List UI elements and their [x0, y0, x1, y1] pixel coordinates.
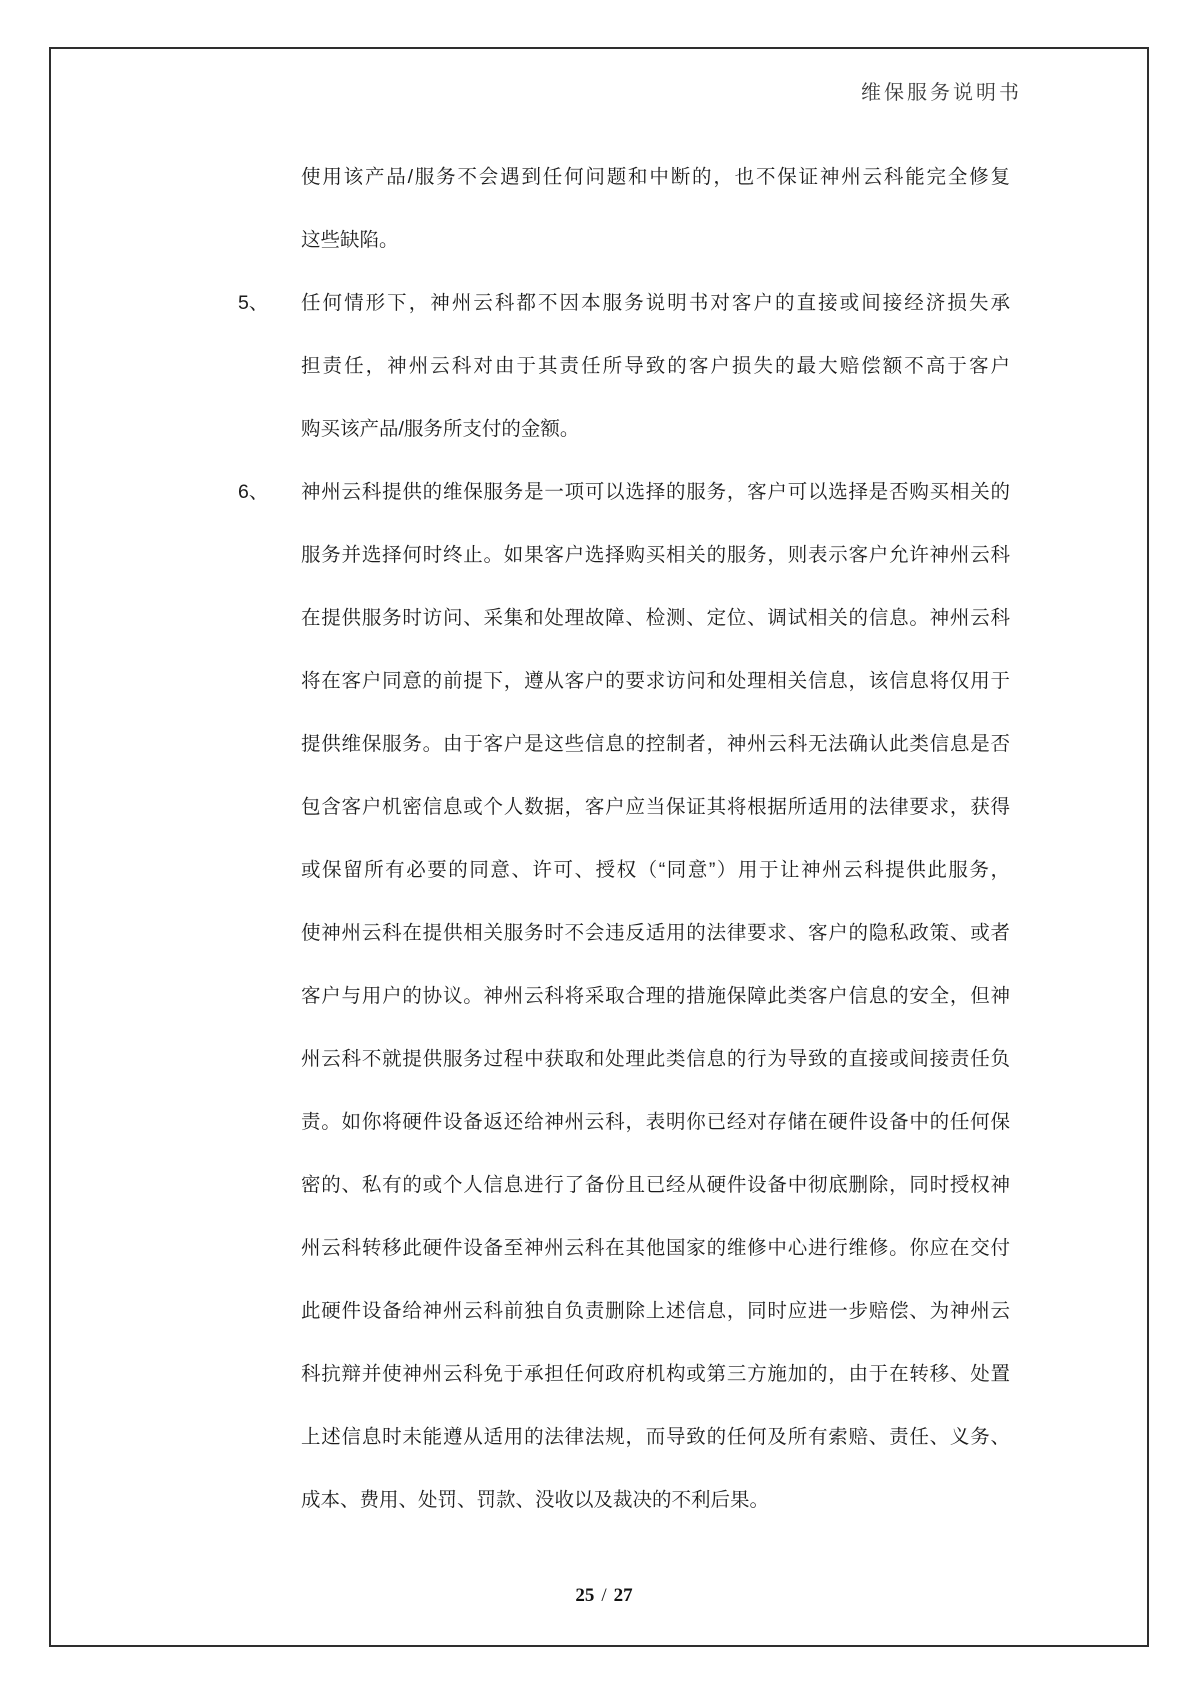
- text-line: 责。如你将硬件设备返还给神州云科，表明你已经对存储在硬件设备中的任何保: [301, 1111, 1010, 1133]
- paragraph: [301, 146, 1010, 272]
- list-item: [238, 146, 1010, 272]
- text-line: 上述信息时未能遵从适用的法律法规，而导致的任何及所有索赔、责任、义务、: [301, 1426, 1010, 1448]
- page-header-title: 维保服务说明书: [861, 82, 1022, 104]
- text-line: 州云科不就提供服务过程中获取和处理此类信息的行为导致的直接或间接责任负: [301, 1048, 1010, 1070]
- text-line: 服务并选择何时终止。如果客户选择购买相关的服务，则表示客户允许神州云科: [301, 544, 1010, 566]
- text-line: 密的、私有的或个人信息进行了备份且已经从硬件设备中彻底删除，同时授权神: [301, 1174, 1010, 1196]
- text-line: 将在客户同意的前提下，遵从客户的要求访问和处理相关信息，该信息将仅用于: [301, 670, 1010, 692]
- text-line: 成本、费用、处罚、罚款、没收以及裁决的不利后果。: [301, 1489, 770, 1511]
- text-line: 任何情形下，神州云科都不因本服务说明书对客户的直接或间接经济损失承: [301, 292, 1010, 314]
- page-footer: [0, 1584, 1200, 1608]
- list-number: 6、: [238, 481, 269, 503]
- text-line: 这些缺陷。: [301, 229, 399, 251]
- list-item: [238, 461, 1010, 1532]
- paragraph: [301, 461, 1010, 1532]
- text-line: 客户与用户的协议。神州云科将采取合理的措施保障此类客户信息的安全，但神: [301, 985, 1010, 1007]
- text-line: 在提供服务时访问、采集和处理故障、检测、定位、调试相关的信息。神州云科: [301, 607, 1010, 629]
- text-line: 科抗辩并使神州云科免于承担任何政府机构或第三方施加的，由于在转移、处置: [301, 1363, 1010, 1385]
- page-number-separator: /: [601, 1585, 607, 1606]
- text-line: 包含客户机密信息或个人数据，客户应当保证其将根据所适用的法律要求，获得: [301, 796, 1010, 818]
- list-item: [238, 272, 1010, 461]
- text-line: 使神州云科在提供相关服务时不会违反适用的法律要求、客户的隐私政策、或者: [301, 922, 1010, 944]
- total-page-count: 27: [613, 1585, 633, 1606]
- text-line: 购买该产品/服务所支付的金额。: [301, 418, 580, 440]
- text-line: 神州云科提供的维保服务是一项可以选择的服务，客户可以选择是否购买相关的: [301, 481, 1010, 503]
- list-number: 5、: [238, 292, 269, 314]
- text-line: 使用该产品/服务不会遇到任何问题和中断的，也不保证神州云科能完全修复: [301, 166, 1010, 188]
- text-line: 州云科转移此硬件设备至神州云科在其他国家的维修中心进行维修。你应在交付: [301, 1237, 1010, 1259]
- paragraph: [301, 272, 1010, 461]
- current-page-number: 25: [575, 1585, 595, 1606]
- text-line: 提供维保服务。由于客户是这些信息的控制者，神州云科无法确认此类信息是否: [301, 733, 1010, 755]
- text-line: 此硬件设备给神州云科前独自负责删除上述信息，同时应进一步赔偿、为神州云: [301, 1300, 1010, 1322]
- text-line: 或保留所有必要的同意、许可、授权（“同意”）用于让神州云科提供此服务，: [301, 859, 1010, 881]
- text-line: 担责任，神州云科对由于其责任所导致的客户损失的最大赔偿额不高于客户: [301, 355, 1010, 377]
- document-body: [238, 146, 1010, 1532]
